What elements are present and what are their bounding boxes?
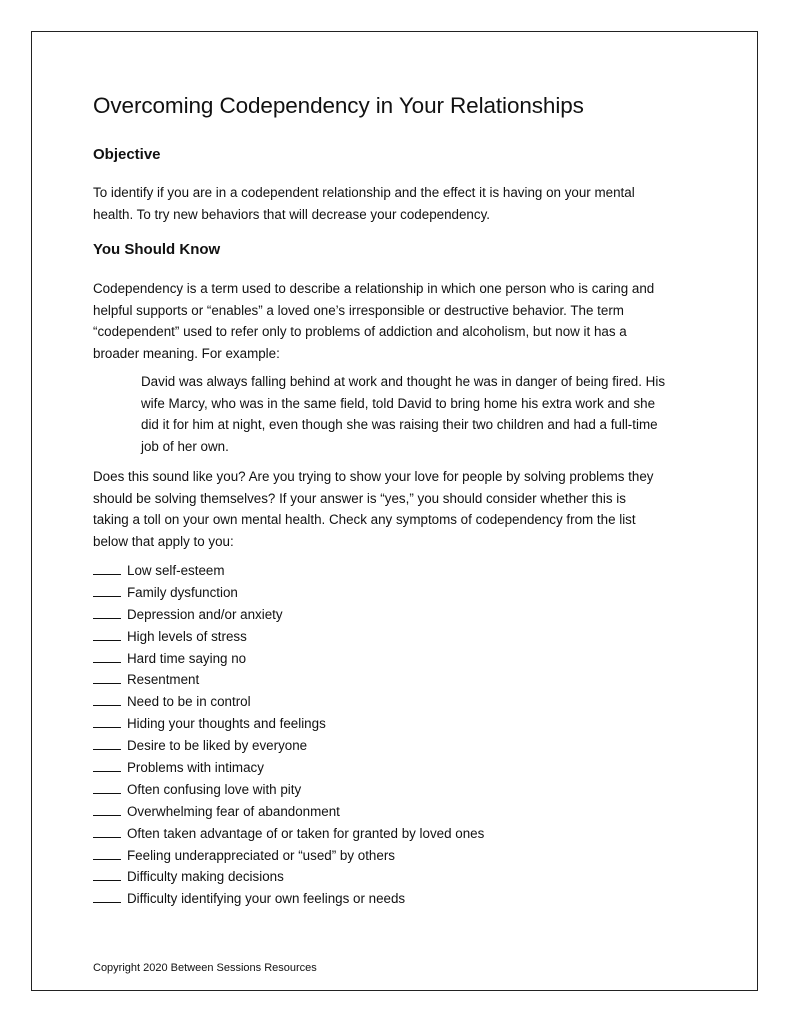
- objective-line: To identify if you are in a codependent relationship and the effect it is having on your mental: [93, 185, 635, 200]
- intro-line: helpful supports or “enables” a loved one’s irresponsible or destructive behavior. The term: [93, 302, 624, 318]
- question-paragraph: [93, 466, 703, 552]
- check-blank[interactable]: [93, 714, 121, 728]
- checklist-item-label: Often confusing love with pity: [127, 781, 302, 797]
- copyright-footer: Copyright 2020 Between Sessions Resources: [93, 962, 317, 974]
- checklist-item: [93, 888, 484, 910]
- example-line: did it for him at night, even though she was raising their two children and had a full-time: [141, 417, 658, 432]
- check-blank[interactable]: [93, 867, 121, 881]
- checklist-item: [93, 560, 484, 582]
- checklist-item: [93, 801, 484, 823]
- checklist-item-label: Hard time saying no: [127, 650, 247, 666]
- check-blank[interactable]: [93, 736, 121, 750]
- checklist-item-label: Family dysfunction: [127, 584, 238, 600]
- checklist-item: [93, 713, 484, 735]
- check-blank[interactable]: [93, 561, 121, 575]
- intro-line: broader meaning. For example:: [93, 345, 280, 361]
- checklist-item-label: Need to be in control: [127, 694, 251, 710]
- check-blank[interactable]: [93, 758, 121, 772]
- symptom-checklist: [93, 560, 484, 910]
- checklist-item: [93, 845, 484, 867]
- checklist-item: [93, 823, 484, 845]
- checklist-item-label: Difficulty identifying your own feelings or needs: [127, 891, 406, 907]
- checklist-item: [93, 757, 484, 779]
- checklist-item-label: Difficulty making decisions: [127, 869, 284, 885]
- checklist-item: [93, 648, 484, 670]
- check-blank[interactable]: [93, 802, 121, 816]
- check-blank[interactable]: [93, 649, 121, 663]
- check-blank[interactable]: [93, 692, 121, 706]
- checklist-item-label: Resentment: [127, 672, 200, 688]
- checklist-item: [93, 582, 484, 604]
- checklist-item-label: Overwhelming fear of abandonment: [127, 803, 340, 819]
- checklist-item: [93, 691, 484, 713]
- intro-line: Codependency is a term used to describe a relationship in which one person who is caring and: [93, 281, 655, 296]
- checklist-item: [93, 779, 484, 801]
- you-should-know-heading: You Should Know: [93, 241, 221, 258]
- checklist-item: [93, 604, 484, 626]
- objective-text: [93, 182, 703, 225]
- checklist-item-label: Often taken advantage of or taken for granted by loved ones: [127, 825, 485, 841]
- check-blank[interactable]: [93, 670, 121, 684]
- checklist-item-label: Low self-esteem: [127, 563, 225, 578]
- checklist-item-label: Problems with intimacy: [127, 760, 264, 776]
- example-line: job of her own.: [141, 438, 229, 454]
- checklist-item: [93, 626, 484, 648]
- checklist-item-label: Desire to be liked by everyone: [127, 738, 308, 754]
- objective-heading: Objective: [93, 146, 161, 163]
- check-blank[interactable]: [93, 889, 121, 903]
- example-paragraph: [141, 371, 701, 457]
- check-blank[interactable]: [93, 605, 121, 619]
- checklist-item: [93, 735, 484, 757]
- objective-line: health. To try new behaviors that will decrease your codependency.: [93, 206, 490, 222]
- check-blank[interactable]: [93, 824, 121, 838]
- example-line: wife Marcy, who was in the same field, told David to bring home his extra work and she: [141, 395, 656, 411]
- question-line: Does this sound like you? Are you trying to show your love for people by solving problems they: [93, 469, 654, 484]
- check-blank[interactable]: [93, 780, 121, 794]
- check-blank[interactable]: [93, 627, 121, 641]
- example-line: David was always falling behind at work and thought he was in danger of being fired. His: [141, 374, 666, 389]
- checklist-item-label: High levels of stress: [127, 628, 247, 644]
- checklist-item: [93, 669, 484, 691]
- checklist-item-label: Depression and/or anxiety: [127, 606, 283, 622]
- checklist-item-label: Feeling underappreciated or “used” by others: [127, 847, 395, 863]
- checklist-item: [93, 866, 484, 888]
- question-line: taking a toll on your own mental health. Check any symptoms of codependency from the list: [93, 512, 636, 527]
- page-title: Overcoming Codependency in Your Relationships: [93, 93, 584, 118]
- intro-paragraph: [93, 278, 703, 364]
- intro-line: “codependent” used to refer only to problems of addiction and alcoholism, but now it has a: [93, 324, 627, 339]
- question-line: below that apply to you:: [93, 533, 234, 549]
- check-blank[interactable]: [93, 846, 121, 860]
- checklist-item-label: Hiding your thoughts and feelings: [127, 716, 326, 732]
- check-blank[interactable]: [93, 583, 121, 597]
- question-line: should be solving themselves? If your answer is “yes,” you should consider whether this is: [93, 490, 626, 506]
